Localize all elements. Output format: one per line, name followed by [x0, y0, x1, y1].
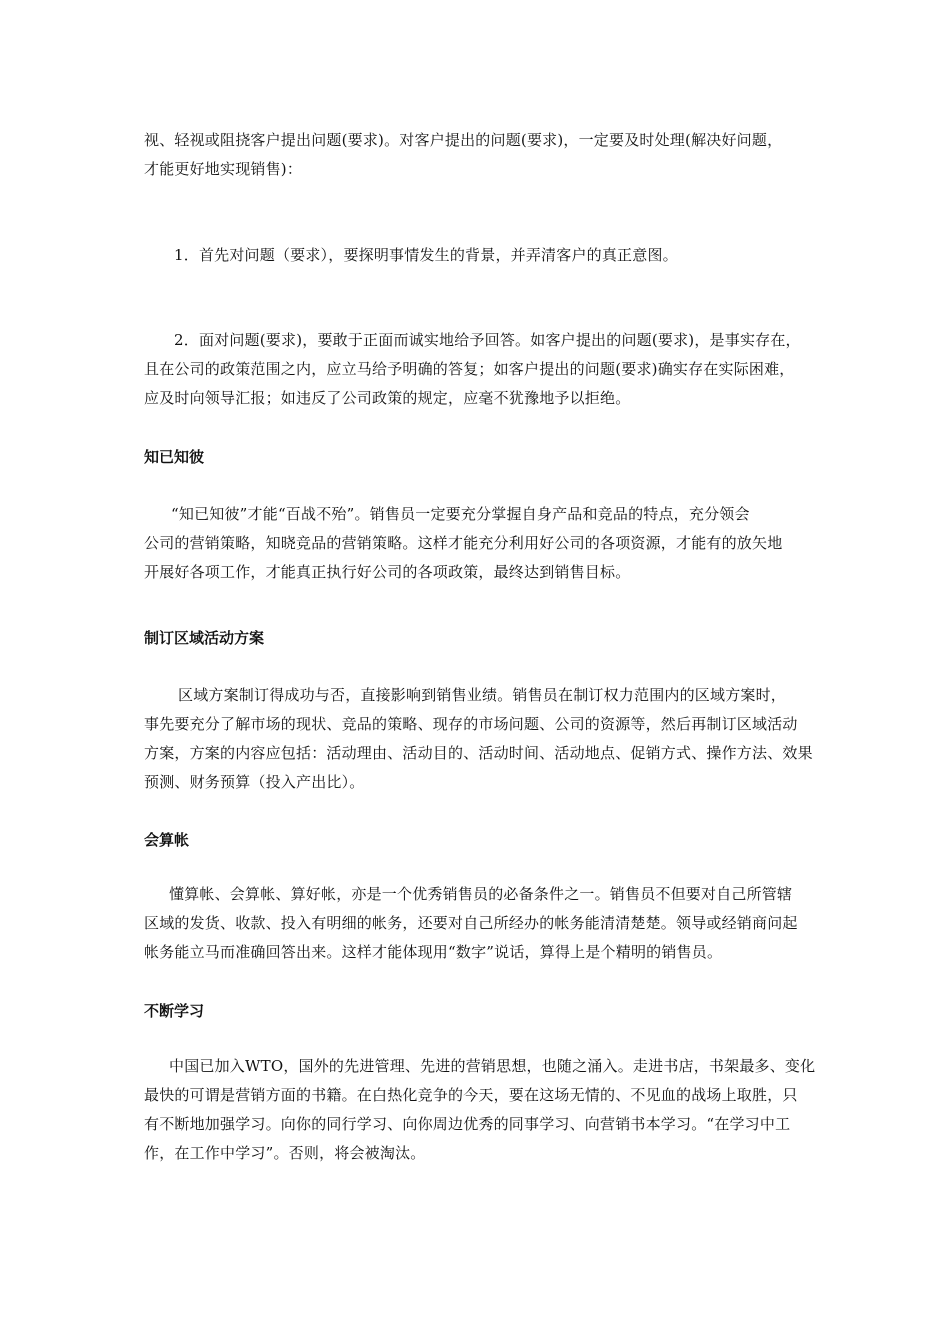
paragraph-line: 开展好各项工作，才能真正执行好公司的各项政策，最终达到销售目标。: [144, 563, 631, 581]
paragraph-line: 视、轻视或阻挠客户提出问题(要求)。对客户提出的问题(要求)，一定要及时处理(解决好问题，: [144, 131, 783, 149]
paragraph-line: 区域方案制订得成功与否，直接影响到销售业绩。销售员在制订权力范围内的区域方案时，: [178, 686, 787, 704]
section-heading: 制订区域活动方案: [144, 629, 265, 647]
paragraph-line: 作，在工作中学习”。否则，将会被淘汰。: [144, 1144, 426, 1162]
intro-paragraph: [144, 126, 816, 184]
paragraph-line: 1．首先对问题（要求），要探明事情发生的背景，并弄清客户的真正意图。: [174, 246, 678, 264]
paragraph-line: 2．面对问题(要求)，要敢于正面而诚实地给予回答。如客户提出的问题(要求)，是事实存在，: [174, 331, 801, 349]
paragraph-line: 有不断地加强学习。向你的同行学习、向你周边优秀的同事学习、向营销书本学习。“在学习中工: [144, 1115, 791, 1133]
paragraph-line: 中国已加入WTO，国外的先进管理、先进的营销思想，也随之涌入。走进书店，书架最多、变化: [169, 1057, 816, 1075]
paragraph-line: 预测、财务预算（投入产出比）。: [144, 773, 365, 791]
list-item-2: [144, 326, 816, 413]
paragraph-line: 方案，方案的内容应包括：活动理由、活动目的、活动时间、活动地点、促销方式、操作方法、效果: [144, 744, 813, 762]
section-paragraph: [144, 1052, 816, 1168]
paragraph-line: 公司的营销策略，知晓竞品的营销策略。这样才能充分利用好公司的各项资源，才能有的放矢地: [144, 534, 783, 552]
paragraph-line: 事先要充分了解市场的现状、竞品的策略、现存的市场问题、公司的资源等，然后再制订区域活动: [144, 715, 798, 733]
paragraph-line: 才能更好地实现销售)：: [144, 160, 303, 178]
section-heading: 会算帐: [144, 831, 190, 849]
list-item-1: [174, 241, 816, 270]
paragraph-line: 懂算帐、会算帐、算好帐，亦是一个优秀销售员的必备条件之一。销售员不但要对自己所管辖: [169, 885, 793, 903]
section-heading: 不断学习: [144, 1002, 205, 1020]
paragraph-line: “知已知彼”才能“百战不殆”。销售员一定要充分掌握自身产品和竞品的特点，充分领会: [171, 505, 750, 523]
paragraph-line: 且在公司的政策范围之内，应立马给予明确的答复；如客户提出的问题(要求)确实存在实际困难，: [144, 360, 795, 378]
section-heading: 知已知彼: [144, 448, 205, 466]
section-paragraph: [144, 681, 816, 797]
paragraph-line: 应及时向领导汇报；如违反了公司政策的规定，应毫不犹豫地予以拒绝。: [144, 389, 631, 407]
paragraph-line: 最快的可谓是营销方面的书籍。在白热化竞争的今天，要在这场无情的、不见血的战场上取胜，只: [144, 1086, 798, 1104]
paragraph-line: 区域的发货、收款、投入有明细的帐务，还要对自己所经办的帐务能清清楚楚。领导或经销商问起: [144, 914, 798, 932]
section-paragraph: [144, 500, 816, 587]
section-paragraph: [144, 880, 816, 967]
paragraph-line: 帐务能立马而准确回答出来。这样才能体现用“数字”说话，算得上是个精明的销售员。: [144, 943, 723, 961]
